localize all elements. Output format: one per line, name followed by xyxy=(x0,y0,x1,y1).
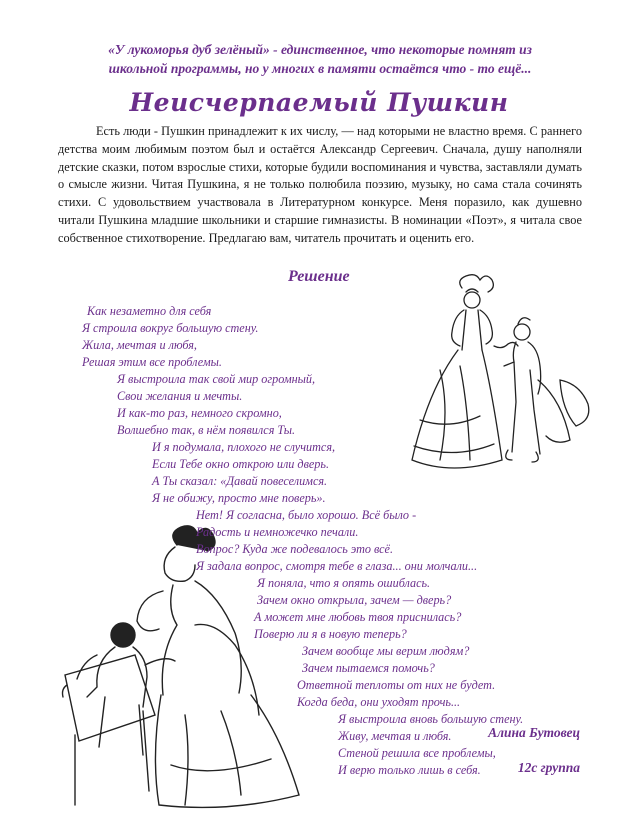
poem-line: Радость и немножечко печали. xyxy=(196,525,359,539)
poem-line: Я не обижу, просто мне поверь». xyxy=(152,491,326,505)
poem-line: Жила, мечтая и любя, xyxy=(82,338,197,352)
poem-line: И верю только лишь в себя. xyxy=(338,763,481,777)
epigraph-line: «У лукоморья дуб зелёный» - единственное, что некоторые помнят из xyxy=(108,42,532,57)
poem-line: Нет! Я согласна, было хорошо. Всё было - xyxy=(196,508,417,522)
author-group: 12с группа xyxy=(517,760,580,775)
poem-line: Зачем пытаемся помочь? xyxy=(302,661,435,675)
poem-title: Решение xyxy=(288,268,350,285)
page-title: Неисчерпаемый Пушкин xyxy=(129,88,509,117)
poem-line: А может мне любовь твоя приснилась? xyxy=(254,610,462,624)
poem-line: А Ты сказал: «Давай повеселимся. xyxy=(152,474,328,488)
poem-line: Зачем окно открыла, зачем — дверь? xyxy=(257,593,452,607)
poem-line: Свои желания и мечты. xyxy=(117,389,243,403)
poem-line: Когда беда, они уходят прочь... xyxy=(297,695,461,709)
poem-line: Зачем вообще мы верим людям? xyxy=(302,644,470,658)
poem-line: Решая этим все проблемы. xyxy=(82,355,222,369)
poem-line: Поверю ли я в новую теперь? xyxy=(254,627,407,641)
author-name: Алина Бутовец xyxy=(488,725,580,740)
poem-line: Волшебно так, в нём появился Ты. xyxy=(117,423,296,437)
poem-line: Я строила вокруг большую стену. xyxy=(82,321,259,335)
poem-line: И я подумала, плохого не случится, xyxy=(152,440,336,454)
poem-line: И как-то раз, немного скромно, xyxy=(117,406,282,420)
poem-line: Я выстроила вновь большую стену. xyxy=(338,712,524,726)
poem-line: Если Тебе окно открою или дверь. xyxy=(152,457,329,471)
poem-line: Я поняла, что я опять ошиблась. xyxy=(257,576,431,590)
intro-paragraph: Есть люди - Пушкин принадлежит к их числу, — над которыми не властно время. С раннего детства моим любимым поэтом был и остаётся Александр Сергеевич. Сначала, душу наполняли детские сказки, потом взрослые стихи, которые будили воспоминания и чувства, заставляли думать о смысле жизни. Читая Пушкина, я не только полюбила поэзию, музыку, но сама стала сочинять стихи. С удовольствием участвовала в Литературном конкурсе. Меня поразило, как душевно читали Пушкина младшие школьники и старшие гимназисты. В номинации «Поэт», я читала свое собственное стихотворение. Предлагаю вам, читатель прочитать и оценить его. xyxy=(58,124,582,245)
poem-line: Живу, мечтая и любя. xyxy=(338,729,452,743)
poem-line: Ответной теплоты от них не будет. xyxy=(297,678,496,692)
poem-line: Я выстроила так свой мир огромный, xyxy=(117,372,316,386)
poem-line: Как незаметно для себя xyxy=(87,304,212,318)
poem-line: Стеной решила все проблемы, xyxy=(338,746,496,760)
poem-line: Вопрос? Куда же подевалось это всё. xyxy=(196,542,394,556)
epigraph-line: школьной программы, но у многих в памяти остаётся что - то ещё... xyxy=(108,61,532,76)
poem-line: Я задала вопрос, смотря тебе в глаза... они молчали... xyxy=(196,559,478,573)
